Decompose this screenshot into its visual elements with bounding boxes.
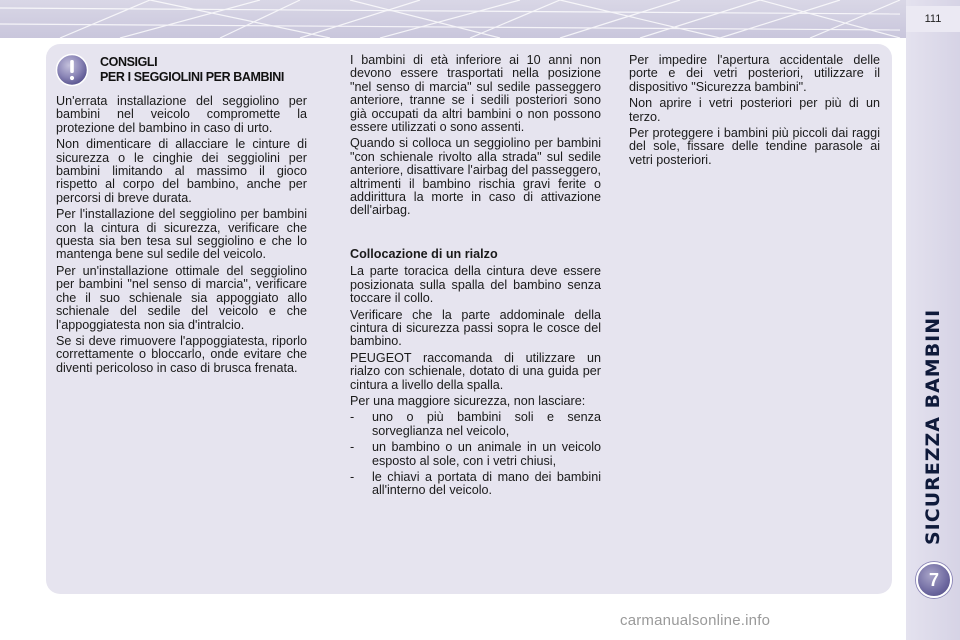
list-item	[350, 441, 601, 468]
warning-heading	[100, 55, 320, 85]
paragraph: Per proteggere i bambini più piccoli dai raggi del sole, fissare delle tendine parasole ai vetri posteriori.	[629, 126, 880, 167]
exclamation-icon	[55, 53, 89, 87]
column-left	[56, 95, 307, 378]
column-middle	[350, 54, 601, 501]
section-title: SICUREZZA BAMBINI	[922, 308, 944, 545]
paragraph: Quando si colloca un seggiolino per bambini "con schienale rivolto alla strada" sul sedile anteriore, disattivare l'airbag del passeggero, altrimenti il bambino rischia gravi ferite o addirittura la morte in caso di attivazione dell'airbag.	[350, 136, 601, 218]
warning-heading-line2: PER I SEGGIOLINI PER BAMBINI	[100, 70, 284, 84]
list-item-text: un bambino o un animale in un veicolo esposto al sole, con i vetri chiusi,	[372, 440, 601, 468]
bullet-marker: -	[350, 440, 355, 455]
watermark: carmanualsonline.info	[620, 612, 771, 629]
paragraph: Per un'installazione ottimale del seggiolino per bambini "nel senso di marcia", verificare che il suo schienale sia appoggiato allo schienale del sedile del veicolo e che l'appoggiatesta non sia d'intralcio.	[56, 263, 307, 332]
paragraph: Per una maggiore sicurezza, non lasciare:	[350, 393, 586, 408]
list-item	[350, 411, 601, 438]
page-number: 111	[906, 6, 960, 32]
list-item-text: uno o più bambini soli e senza sorveglianza nel veicolo,	[372, 410, 601, 438]
paragraph: PEUGEOT raccomanda di utilizzare un rialzo con schienale, dotato di una guida per cintura a livello della spalla.	[350, 350, 601, 392]
paragraph: La parte toracica della cintura deve essere posizionata sulla spalla del bambino senza toccare il collo.	[350, 264, 601, 306]
column-right	[629, 54, 880, 170]
paragraph: Per l'installazione del seggiolino per bambini con la cintura di sicurezza, verificare che questa sia ben tesa sul seggiolino e che lo mantenga bene sul sedile del veicolo.	[56, 207, 307, 262]
paragraph: Per impedire l'apertura accidentale delle porte e dei vetri posteriori, utilizzare il dispositivo "Sicurezza bambini".	[629, 53, 880, 94]
bullet-marker: -	[350, 410, 355, 425]
paragraph: Non dimenticare di allacciare le cinture di sicurezza o le cinghie dei seggiolini per bambini limitando al massimo il gioco rispetto al corpo del bambino, anche per percorsi di breve durata.	[56, 137, 307, 205]
bullet-list	[350, 411, 601, 497]
paragraph: Verificare che la parte addominale della cintura di sicurezza passi sopra le cosce del bambino.	[350, 307, 601, 349]
header-band	[0, 0, 960, 38]
list-item	[350, 471, 601, 498]
paragraph: Se si deve rimuovere l'appoggiatesta, riporlo correttamente o bloccarlo, onde evitare che diventi pericoloso in caso di brusca frenata.	[56, 333, 307, 375]
warning-heading-line1: CONSIGLI	[100, 55, 158, 69]
paragraph: Un'errata installazione del seggiolino per bambini nel veicolo compromette la protezione del bambino in caso di urto.	[56, 94, 307, 135]
bullet-marker: -	[350, 469, 355, 484]
list-item-text: le chiavi a portata di mano dei bambini all'interno del veicolo.	[372, 469, 601, 498]
paragraph: Non aprire i vetri posteriori per più di un terzo.	[629, 96, 880, 124]
chapter-badge[interactable]: 7	[916, 562, 952, 598]
paragraph: I bambini di età inferiore ai 10 anni non devono essere trasportati nella posizione "nel senso di marcia" sul sedile passeggero anteriore, tranne se i sedili posteriori sono già occupati da altri bambini o non possono essere utilizzati o sono assenti.	[350, 53, 601, 135]
header-decoration	[0, 0, 960, 38]
subheading: Collocazione di un rialzo	[350, 246, 498, 261]
